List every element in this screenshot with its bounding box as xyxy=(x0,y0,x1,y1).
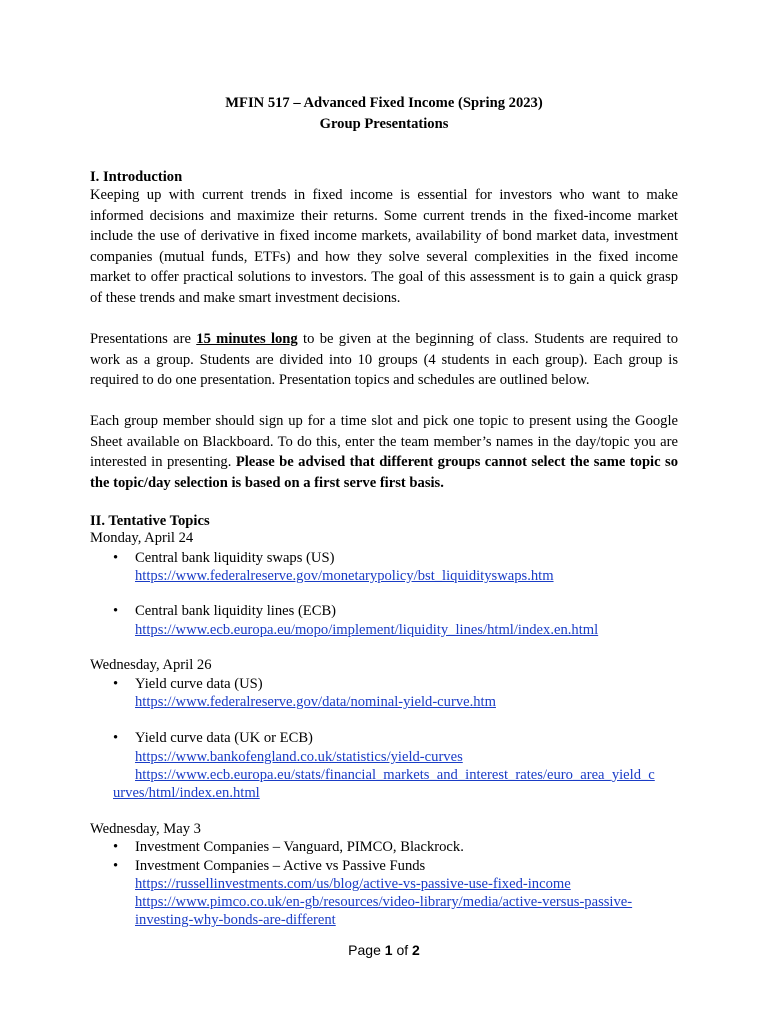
para3-text-plain: Each group member should sign up for a time slot and pick one topic to present using the Google Sheet available on Blackboard. To do this, enter the team member’s names in the day/topic you are interested in presenting. xyxy=(90,413,678,471)
document-subtitle: Group Presentations xyxy=(319,116,449,132)
topic-link[interactable]: https://www.federalreserve.gov/monetarypolicy/bst_liquidityswaps.htm xyxy=(135,568,554,584)
section-heading-topics: II. Tentative Topics xyxy=(90,513,210,529)
para2-text-before: Presentations are xyxy=(90,331,197,347)
page-number-footer xyxy=(0,942,768,958)
bullet-icon: • xyxy=(113,858,119,874)
topic-item: Central bank liquidity lines (ECB) xyxy=(135,603,337,619)
topic-link[interactable]: https://russellinvestments.com/us/blog/active-vs-passive-use-fixed-income xyxy=(135,876,571,892)
para2-text-after: to be given at the beginning of class. Students are required to work as a group. Students are divided into 10 groups (4 students in each group). Each group is required to do one presentation. Presentation topics and schedules are outlined below. xyxy=(90,331,678,389)
total-page-count: 2 xyxy=(412,942,420,958)
para3-text-advisory: Please be advised that different groups cannot select the same topic so the topic/day selection is based on a first serve first basis. xyxy=(90,454,678,491)
day-label-may-3: Wednesday, May 3 xyxy=(90,821,201,837)
topic-link-continuation[interactable]: urves/html/index.en.html xyxy=(113,785,260,801)
document-title: MFIN 517 – Advanced Fixed Income (Spring 2023) xyxy=(225,95,543,111)
presentation-length-emphasis: 15 minutes long xyxy=(196,331,298,347)
topic-link[interactable]: https://www.federalreserve.gov/data/nominal-yield-curve.htm xyxy=(135,694,496,710)
intro-paragraph-3 xyxy=(90,411,678,493)
bullet-icon: • xyxy=(113,603,119,619)
day-label-april-26: Wednesday, April 26 xyxy=(90,657,212,673)
page-word: Page xyxy=(348,942,381,958)
topic-link[interactable]: https://www.pimco.co.uk/en-gb/resources/video-library/media/active-versus-passive- xyxy=(135,894,633,910)
of-word: of xyxy=(396,942,409,958)
topic-item: Yield curve data (UK or ECB) xyxy=(135,730,313,746)
bullet-icon: • xyxy=(113,676,119,692)
topic-item: Yield curve data (US) xyxy=(135,676,263,692)
topic-item: Investment Companies – Vanguard, PIMCO, Blackrock. xyxy=(135,839,464,855)
section-heading-introduction: I. Introduction xyxy=(90,169,183,185)
topic-item: Central bank liquidity swaps (US) xyxy=(135,550,335,566)
topic-link[interactable]: https://www.ecb.europa.eu/mopo/implement/liquidity_lines/html/index.en.html xyxy=(135,622,599,638)
current-page-number: 1 xyxy=(384,942,393,958)
topic-link-continuation[interactable]: investing-why-bonds-are-different xyxy=(135,912,336,928)
day-label-april-24: Monday, April 24 xyxy=(90,530,194,546)
bullet-icon: • xyxy=(113,730,119,746)
topic-link[interactable]: https://www.ecb.europa.eu/stats/financial_markets_and_interest_rates/euro_area_yield_c xyxy=(135,767,655,783)
bullet-icon: • xyxy=(113,839,119,855)
topic-link[interactable]: https://www.bankofengland.co.uk/statistics/yield-curves xyxy=(135,749,463,765)
bullet-icon: • xyxy=(113,550,119,566)
intro-paragraph-1: Keeping up with current trends in fixed income is essential for investors who want to make informed decisions and maximize their returns. Some current trends in the fixed-income market include the use of derivative in fixed income markets, availability of bond market data, investment companies (mutual funds, ETFs) and how they solve several complexities in the fixed income market to offer practical solutions to investors. The goal of this assessment is to gain a quick grasp of these trends and make smart investment decisions. xyxy=(90,187,678,306)
intro-paragraph-2 xyxy=(90,329,678,391)
topic-item: Investment Companies – Active vs Passive Funds xyxy=(135,858,426,874)
